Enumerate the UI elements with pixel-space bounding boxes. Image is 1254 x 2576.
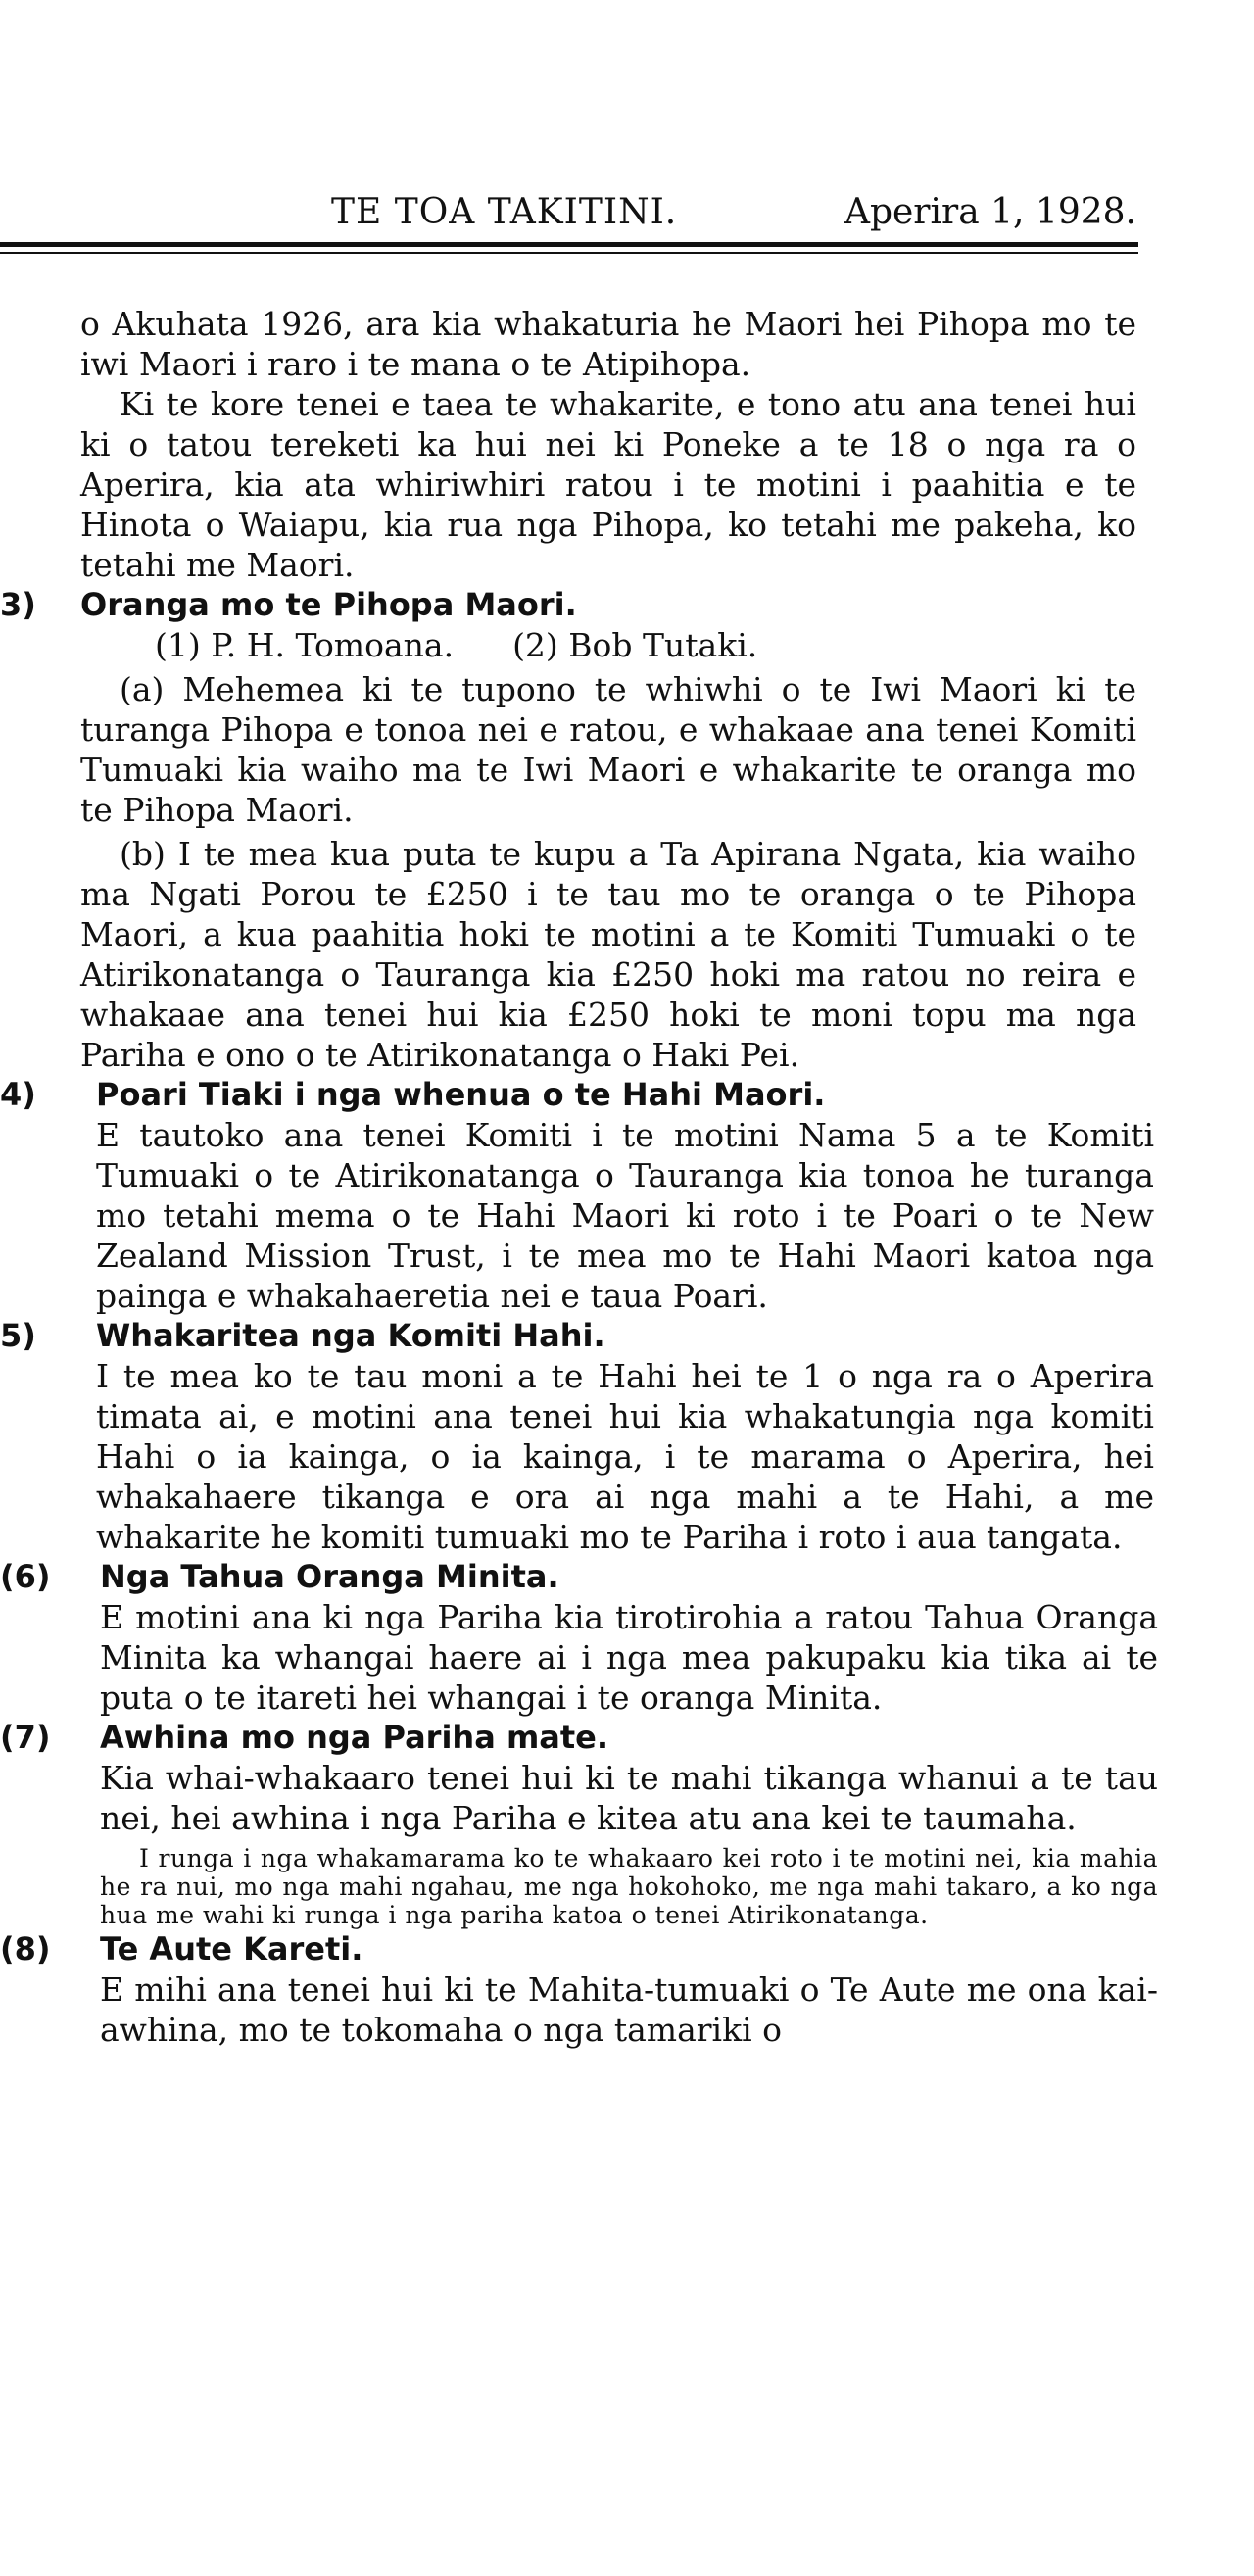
section-6-number: (6) bbox=[0, 1558, 51, 1595]
section-7 bbox=[0, 1718, 1176, 1929]
section-4 bbox=[0, 1075, 1176, 1316]
section-6-body: E motini ana ki nga Pariha kia tirotirohia a ratou Tahua Oranga Minita ka whangai haere ai i nga mea pakupaku kia tika ai te puta o te itareti hei whangai i te oranga Minita. bbox=[100, 1598, 1158, 1717]
section-3 bbox=[0, 585, 1176, 1075]
section-5-body: I te mea ko te tau moni a te Hahi hei te 1 o nga ra o Aperira timata ai, e motini ana tenei hui kia whakatungia nga komiti Hahi o ia kainga, o ia kainga, i te marama o Aperira, hei whakahaere tikanga e ora ai nga mahi a te Hahi, a me whakarite he komiti tumuaki mo te Pariha i roto i aua tangata. bbox=[96, 1357, 1154, 1556]
section-7-number: (7) bbox=[0, 1719, 51, 1756]
intro-paragraph-1: o Akuhata 1926, ara kia whakaturia he Maori hei Pihopa mo te iwi Maori i raro i te mana o te Atipihopa. bbox=[80, 305, 1136, 383]
section-8 bbox=[0, 1929, 1176, 2050]
section-3-candidates bbox=[0, 625, 1176, 665]
section-7-body: Kia whai-whakaaro tenei hui ki te mahi tikanga whanui a te tau nei, hei awhina i nga Pariha e kitea atu ana kei te taumaha. bbox=[100, 1759, 1158, 1837]
section-8-title: Te Aute Kareti. bbox=[100, 1930, 363, 1968]
section-3-para-a: (a) Mehemea ki te tupono te whiwhi o te Iwi Maori ki te turanga Pihopa e tonoa nei e ratou, e whakaae ana tenei Komiti Tumuaki kia waiho ma te Iwi Maori e whakarite te oranga mo te Pihopa Maori. bbox=[80, 670, 1136, 829]
section-7-title: Awhina mo nga Pariha mate. bbox=[100, 1719, 609, 1756]
header-rule-thick bbox=[0, 242, 1138, 247]
issue-date: Aperira 1, 1928. bbox=[844, 192, 1136, 232]
candidate-2: (2) Bob Tutaki. bbox=[512, 626, 758, 664]
section-3-number: 3) bbox=[0, 586, 36, 623]
publication-title: TE TOA TAKITINI. bbox=[331, 192, 678, 232]
page-header bbox=[0, 192, 1136, 235]
section-5-number: 5) bbox=[0, 1317, 36, 1354]
candidate-1: (1) P. H. Tomoana. bbox=[155, 626, 455, 664]
section-6-title: Nga Tahua Oranga Minita. bbox=[100, 1558, 559, 1595]
section-3-para-b: (b) I te mea kua puta te kupu a Ta Apirana Ngata, kia waiho ma Ngati Porou te £250 i te tau mo te oranga o te Pihopa Maori, a kua paahitia hoki te motini a te Komiti Tumuaki o te Atirikonatanga o Tauranga kia £250 hoki ma ratou no reira e whakaae ana tenei hui kia £250 hoki te moni topu ma nga Pariha e ono o te Atirikonatanga o Haki Pei. bbox=[80, 835, 1136, 1074]
header-rule-thin bbox=[0, 252, 1138, 254]
section-4-number: 4) bbox=[0, 1076, 36, 1113]
section-4-title: Poari Tiaki i nga whenua o te Hahi Maori. bbox=[96, 1076, 826, 1113]
section-5 bbox=[0, 1316, 1176, 1557]
section-8-number: (8) bbox=[0, 1930, 51, 1968]
section-5-title: Whakaritea nga Komiti Hahi. bbox=[96, 1317, 605, 1354]
section-4-body: E tautoko ana tenei Komiti i te motini Nama 5 a te Komiti Tumuaki o te Atirikonatanga o Tauranga kia tonoa he turanga mo tetahi mema o te Hahi Maori ki roto i te Poari o te New Zealand Mission Trust, i te mea mo te Hahi Maori katoa nga painga e whakahaeretia nei e taua Poari. bbox=[96, 1116, 1154, 1315]
section-7-note: I runga i nga whakamarama ko te whakaaro kei roto i te motini nei, kia mahia he ra nui, mo nga mahi ngahau, me nga hokohoko, me nga mahi takaro, a ko nga hua me wahi ki runga i nga pariha katoa o tenei Atirikonatanga. bbox=[100, 1844, 1158, 1929]
intro-paragraph-2: Ki te kore tenei e taea te whakarite, e tono atu ana tenei hui ki o tatou tereketi ka hui nei ki Poneke a te 18 o nga ra o Aperira, kia ata whiriwhiri ratou i te motini i paahitia e te Hinota o Waiapu, kia rua nga Pihopa, ko tetahi me pakeha, ko tetahi me Maori. bbox=[80, 385, 1136, 584]
article-body bbox=[0, 304, 1176, 2050]
section-6 bbox=[0, 1557, 1176, 1718]
section-3-title: Oranga mo te Pihopa Maori. bbox=[80, 586, 577, 623]
section-8-body: E mihi ana tenei hui ki te Mahita-tumuaki o Te Aute me ona kai-awhina, mo te tokomaha o nga tamariki o bbox=[100, 1970, 1158, 2049]
